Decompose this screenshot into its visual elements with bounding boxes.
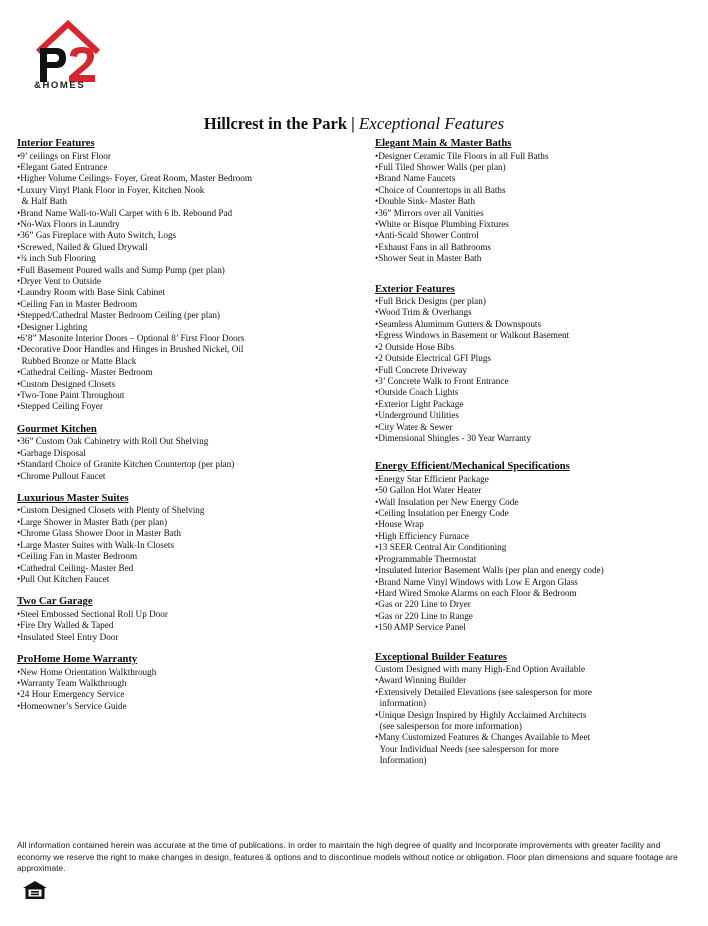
feature-item: •Designer Lighting [17, 321, 88, 332]
section-exterior-features [375, 284, 695, 445]
section-luxurious-master-suites [17, 493, 352, 585]
feature-item: •Fire Dry Walled & Taped [17, 620, 114, 631]
feature-item: •Seamless Aluminum Gutters & Downspouts [375, 318, 542, 329]
feature-item: •Ceiling Insulation per Energy Code [375, 508, 509, 519]
feature-item: •Cathedral Ceiling- Master Bed [17, 562, 134, 573]
feature-item: •Insulated Steel Entry Door [17, 631, 119, 642]
feature-item: •Many Customized Features & Changes Available to Meet Your Individual Needs (see salesperson for more Information) [375, 732, 591, 766]
feature-item: •Custom Designed Closets with Plenty of Shelving [17, 505, 205, 516]
right-column [375, 138, 695, 778]
feature-item: •Chrome Pullout Faucet [17, 470, 106, 481]
feature-item: •Higher Volume Ceilings- Foyer, Great Room, Master Bedroom [17, 173, 252, 184]
title-subtitle: Exceptional Features [358, 114, 505, 133]
feature-item: •Chrome Glass Shower Door in Master Bath [17, 528, 181, 539]
feature-item: •Two-Tone Paint Throughout [17, 390, 125, 401]
feature-item: •Dryer Vent to Outside [17, 275, 101, 286]
feature-item: •Standard Choice of Granite Kitchen Countertop (per plan) [17, 459, 235, 470]
feature-item: •9’ ceilings on First Floor [17, 150, 111, 161]
left-column [17, 138, 352, 723]
feature-item: •Wood Trim & Overhangs [375, 307, 472, 318]
feature-list [375, 474, 695, 634]
page-title [0, 114, 708, 134]
section-main-master-baths [375, 138, 695, 265]
feature-list [17, 151, 352, 413]
feature-item: •36” Mirrors over all Vanities [375, 207, 484, 218]
feature-item: •Custom Designed Closets [17, 378, 116, 389]
feature-item: •Large Master Suites with Walk-In Closets [17, 539, 175, 550]
feature-item: •¾ inch Sub Flooring [17, 253, 96, 264]
feature-item: •Outside Coach Lights [375, 387, 459, 398]
feature-item: •Award Winning Builder [375, 675, 467, 686]
section-heading: Exceptional Builder Features [375, 651, 508, 663]
feature-list [17, 505, 352, 585]
feature-item: •Garbage Disposal [17, 447, 86, 458]
feature-item: •6’8” Masonite Interior Doors – Optional 8’ First Floor Doors [17, 333, 245, 343]
feature-item: •150 AMP Service Panel [375, 622, 466, 633]
feature-item: •Dimensional Shingles - 30 Year Warranty [375, 432, 531, 443]
feature-item: •Full Basement Poured walls and Sump Pump (per plan) [17, 264, 225, 275]
section-interior-features [17, 138, 352, 413]
feature-item: •House Wrap [375, 519, 424, 530]
feature-item: •Insulated Interior Basement Walls (per plan and energy code) [375, 565, 604, 576]
section-two-car-garage [17, 596, 352, 643]
disclaimer-text: All information contained herein was accurate at the time of publications. In order to maintain the high degree of quality and Incorporate improvements with greater facility and economy we reserve the right to make changes in design, features & options and to discontinue models without notice or obligation. Floor plan dimensions and square footage are approximate. [17, 840, 678, 874]
feature-item: •Large Shower in Master Bath (per plan) [17, 516, 168, 527]
feature-item: •Full Tiled Shower Walls (per plan) [375, 161, 506, 172]
section-heading: Gourmet Kitchen [17, 423, 97, 435]
feature-item: •24 Hour Emergency Service [17, 689, 125, 700]
feature-item: •City Water & Sewer [375, 421, 453, 432]
section-prohome-warranty [17, 654, 352, 712]
feature-item: •Ceiling Fan in Master Bedroom [17, 298, 138, 309]
section-heading: Energy Efficient/Mechanical Specifications [375, 461, 570, 473]
equal-housing-opportunity-icon [22, 880, 48, 900]
feature-item: •Stepped/Cathedral Master Bedroom Ceiling (per plan) [17, 310, 220, 321]
feature-item: •Elegant Gated Entrance [17, 161, 108, 172]
feature-list [17, 667, 352, 713]
section-energy-efficient [375, 461, 695, 633]
feature-item: •Unique Design Inspired by Highly Acclaimed Architects (see salesperson for more information) [375, 709, 587, 732]
feature-list [17, 436, 352, 482]
feature-item: •Hard Wired Smoke Alarms on each Floor & Bedroom [375, 587, 577, 598]
feature-item: •Homeowner’s Service Guide [17, 700, 127, 711]
feature-item: •Egress Windows in Basement or Walkout Basement [375, 330, 570, 341]
feature-item: •Screwed, Nailed & Glued Drywall [17, 241, 148, 252]
feature-item: •White or Bisque Plumbing Fixtures [375, 218, 509, 229]
feature-item: •3’ Concrete Walk to Front Entrance [375, 375, 509, 386]
feature-item: •Decorative Door Handles and Hinges in Brushed Nickel, Oil Rubbed Bronze or Matte Black [17, 344, 244, 366]
feature-item: •Energy Star Efficient Package [375, 473, 489, 484]
feature-item: •Full Concrete Driveway [375, 364, 468, 375]
section-builder-features [375, 652, 695, 767]
feature-item: •Pull Out Kitchen Faucet [17, 573, 110, 584]
feature-item: •Double Sink- Master Bath [375, 196, 475, 207]
section-heading: Exterior Features [375, 283, 455, 295]
section-heading: Interior Features [17, 138, 95, 149]
feature-item: •Luxury Vinyl Plank Floor in Foyer, Kitchen Nook & Half Bath [17, 184, 205, 207]
feature-item: •50 Gallon Hot Water Heater [375, 485, 482, 496]
logo-wordmark: &HOMES [34, 80, 86, 91]
feature-item: •Shower Seat in Master Bath [375, 253, 482, 264]
feature-list [375, 296, 695, 444]
title-main: Hillcrest in the Park | [203, 114, 359, 133]
feature-item: •High Efficiency Furnace [375, 530, 469, 541]
feature-item: •2 Outside Hose Bibs [375, 341, 455, 352]
feature-item: •Stepped Ceiling Foyer [17, 401, 103, 412]
feature-list [17, 609, 352, 643]
section-heading: Luxurious Master Suites [17, 492, 129, 504]
feature-item: •Gas or 220 Line to Range [375, 610, 473, 621]
feature-item: •13 SEER Central Air Conditioning [375, 542, 507, 553]
feature-item: •36” Custom Oak Cabinetry with Roll Out Shelving [17, 436, 209, 447]
section-heading: Two Car Garage [17, 596, 93, 608]
feature-item: •Exterior Light Package [375, 398, 464, 409]
section-gourmet-kitchen [17, 424, 352, 482]
feature-item: •Underground Utilities [375, 410, 459, 421]
feature-list [375, 151, 695, 265]
section-heading: ProHome Home Warranty [17, 654, 138, 666]
feature-item: •2 Outside Electrical GFI Plugs [375, 353, 492, 364]
feature-item: •Brand Name Wall-to-Wall Carpet with 6 lb. Rebound Pad [17, 207, 233, 218]
feature-item: •Warranty Team Walkthrough [17, 677, 127, 688]
feature-item: •Full Brick Designs (per plan) [375, 296, 486, 307]
feature-item: •Laundry Room with Base Sink Cabinet [17, 287, 165, 298]
feature-item: •Brand Name Vinyl Windows with Low E Argon Glass [375, 576, 578, 587]
feature-item: •Programmable Thermostat [375, 553, 477, 564]
feature-item: •Exhaust Fans in all Bathrooms [375, 241, 492, 252]
feature-item: •Wall Insulation per New Energy Code [375, 496, 519, 507]
feature-item: •36” Gas Fireplace with Auto Switch, Logs [17, 230, 177, 241]
feature-item: •Cathedral Ceiling- Master Bedroom [17, 367, 153, 378]
feature-list [375, 664, 695, 767]
feature-item: •Designer Ceramic Tile Floors in all Full Baths [375, 150, 549, 161]
section-heading: Elegant Main & Master Baths [375, 138, 512, 149]
feature-item: •Brand Name Faucets [375, 173, 456, 184]
feature-item: •Extensively Detailed Elevations (see salesperson for more information) [375, 686, 593, 709]
feature-item: •Ceiling Fan in Master Bedroom [17, 551, 138, 562]
feature-item: Custom Designed with many High-End Option Available [375, 664, 586, 675]
feature-item: •No-Wax Floors in Laundry [17, 218, 120, 229]
feature-item: •Gas or 220 Line to Dryer [375, 599, 471, 610]
feature-item: •Anti-Scald Shower Control [375, 230, 479, 241]
feature-item: •Choice of Countertops in all Baths [375, 184, 506, 195]
feature-item: •Steel Embossed Sectional Roll Up Door [17, 608, 168, 619]
feature-item: •New Home Orientation Walkthrough [17, 666, 157, 677]
